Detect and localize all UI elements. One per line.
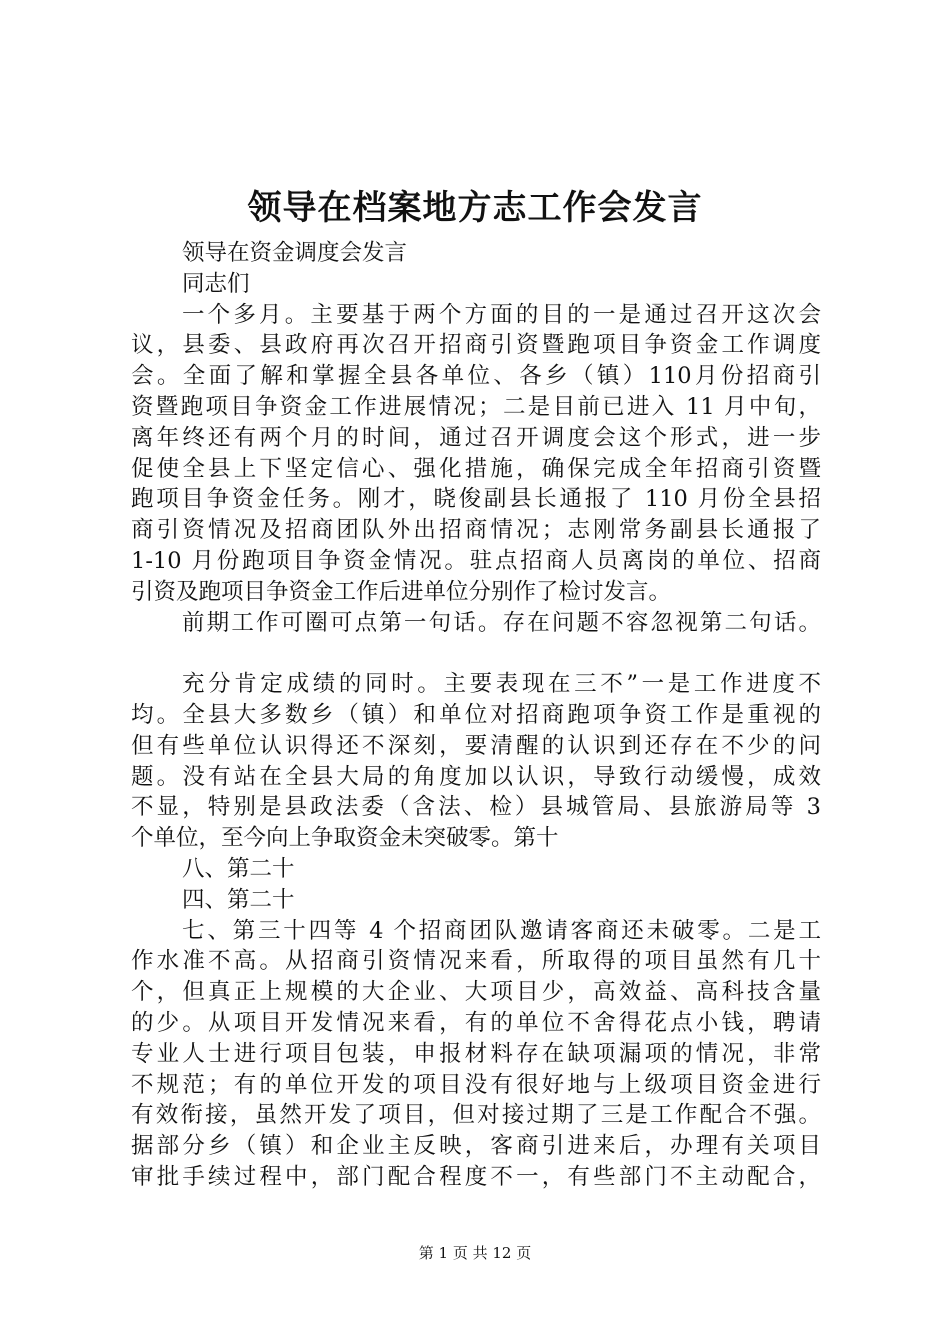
text-line: 据部分乡（镇）和企业主反映，客商引进来后，办理有关项目 [131,1133,821,1160]
document-title: 领导在档案地方志工作会发言 [247,188,703,228]
text-line: 有效衔接，虽然开发了项目，但对接过期了三是工作配合不强。 [131,1102,821,1129]
text-line: 专业人士进行项目包装，申报材料存在缺项漏项的情况，非常 [131,1040,821,1067]
text-line: 资暨跑项目争资金工作进展情况；二是目前已进入 11 月中旬， [131,393,821,420]
text-line: 作水准不高。从招商引资情况来看，所取得的项目虽然有几十 [131,948,821,975]
text-line: 个，但真正上规模的大企业、大项目少，高效益、高科技含量 [131,979,821,1006]
text-line: 八、第二十 [182,855,295,882]
text-line: 不规范；有的单位开发的项目没有很好地与上级项目资金进行 [131,1071,821,1098]
text-line: 会。全面了解和掌握全县各单位、各乡（镇）110月份招商引 [131,363,821,390]
text-line: 一个多月。主要基于两个方面的目的一是通过召开这次会 [182,301,821,328]
text-line: 充分肯定成绩的同时。主要表现在三不”一是工作进度不 [182,671,821,698]
text-line: 议，县委、县政府再次召开招商引资暨跑项目争资金工作调度 [131,332,821,359]
text-line: 促使全县上下坚定信心、强化措施，确保完成全年招商引资暨 [131,455,821,482]
text-line: 的少。从项目开发情况来看，有的单位不舍得花点小钱，聘请 [131,1009,821,1036]
text-line: 商引资情况及招商团队外出招商情况；志刚常务副县长通报了 [131,517,821,544]
text-line: 1-10 月份跑项目争资金情况。驻点招商人员离岗的单位、招商 [131,547,821,574]
text-line: 均。全县大多数乡（镇）和单位对招商跑项争资工作是重视的 [131,701,821,728]
text-line: 跑项目争资金任务。刚才，晓俊副县长通报了 110 月份全县招 [131,486,821,513]
document-body [131,238,821,1193]
text-line: 离年终还有两个月的时间，通过召开调度会这个形式，进一步 [131,424,821,451]
page-footer: 第 1 页 共 12 页 [418,1244,532,1262]
text-line: 同志们 [182,270,250,297]
text-line: 前期工作可圈可点第一句话。存在问题不容忽视第二句话。 [182,609,821,636]
blank-line [131,638,821,669]
text-line: 个单位，至今向上争取资金未突破零。第十 [131,825,559,852]
text-line: 不显，特别是县政法委（含法、检）县城管局、县旅游局等 3 [131,794,821,821]
text-line: 领导在资金调度会发言 [182,240,408,266]
text-line: 四、第二十 [182,886,295,913]
text-line: 题。没有站在全县大局的角度加以认识，导致行动缓慢，成效 [131,763,821,790]
text-line: 七、第三十四等 4 个招商团队邀请客商还未破零。二是工 [182,917,821,944]
text-line: 审批手续过程中，部门配合程度不一，有些部门不主动配合， [131,1163,821,1190]
text-line: 但有些单位认识得还不深刻，要清醒的认识到还存在不少的问 [131,732,821,759]
text-line: 引资及跑项目争资金工作后进单位分别作了检讨发言。 [131,578,672,605]
